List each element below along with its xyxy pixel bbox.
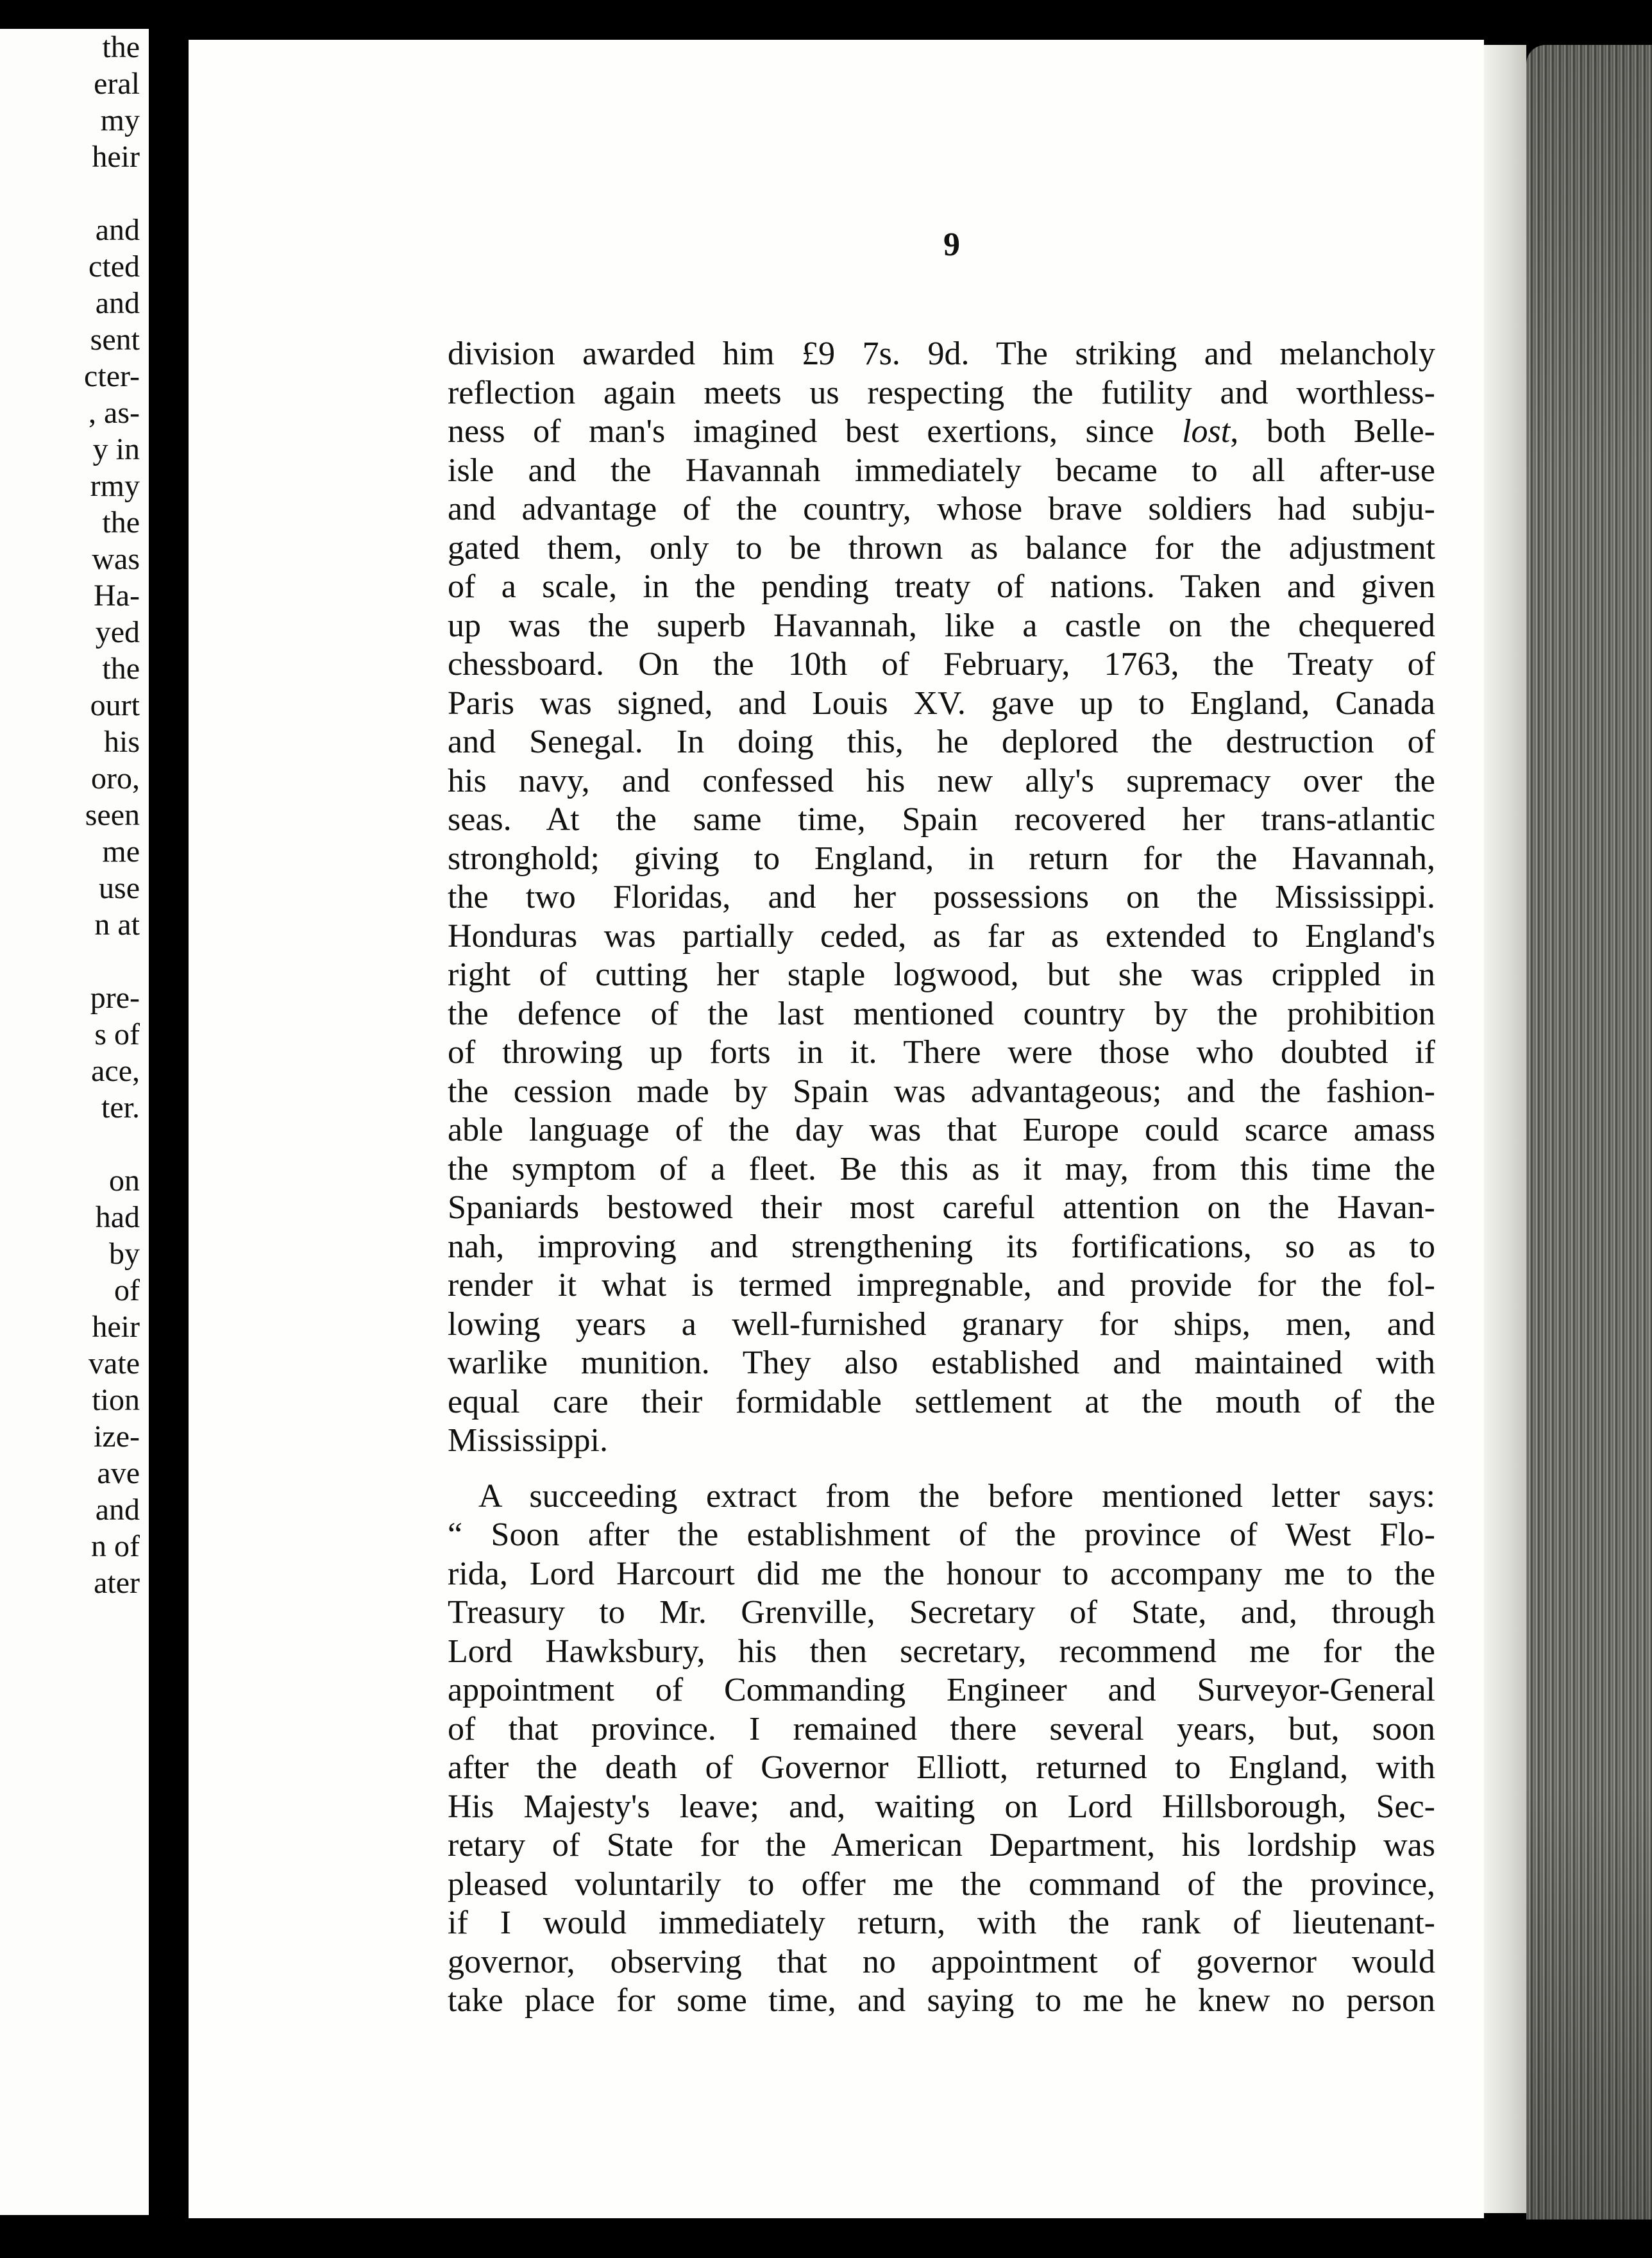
text-line: chessboard. On the 10th of February, 1763, the Treaty of: [448, 646, 1435, 683]
previous-page-line-fragment: his: [103, 725, 140, 759]
text-line: the cession made by Spain was advantageous; and the fashion-: [448, 1073, 1435, 1110]
previous-page-line-fragment: ater: [94, 1566, 140, 1600]
text-line: [448, 412, 1435, 452]
text-line: Mississippi.: [448, 1422, 608, 1459]
text-line: of throwing up forts in it. There were those who doubted if: [448, 1034, 1435, 1071]
previous-page-line-fragment: vate: [88, 1346, 140, 1380]
page-number: 9: [943, 226, 960, 263]
text-line: governor, observing that no appointment of governor would: [448, 1943, 1435, 1980]
previous-page-line-endings: [0, 29, 140, 1601]
previous-page-line-fragment: [0, 1126, 140, 1162]
previous-page-line-fragment: the: [102, 30, 140, 64]
text-line: “ Soon after the establishment of the province of West Flo-: [448, 1516, 1435, 1553]
previous-page-line-fragment: by: [109, 1237, 140, 1271]
previous-page-line-fragment: my: [100, 103, 140, 137]
text-line: rida, Lord Harcourt did me the honour to accompany me to the: [448, 1555, 1435, 1592]
text-line: of a scale, in the pending treaty of nations. Taken and given: [448, 568, 1435, 605]
text-line: lowing years a well-furnished granary for ships, men, and: [448, 1305, 1435, 1343]
text-line: and advantage of the country, whose brave soldiers had subju-: [448, 491, 1435, 527]
previous-page-line-fragment: and: [95, 213, 140, 247]
text-line: render it what is termed impregnable, and provide for the fol-: [448, 1267, 1435, 1303]
previous-page-line-fragment: cter-: [84, 359, 140, 393]
previous-page-line-fragment: ace,: [91, 1054, 140, 1088]
paragraph-gap: [448, 1461, 1435, 1477]
previous-page-line-fragment: [0, 175, 140, 212]
previous-page-line-fragment: heir: [92, 1310, 140, 1344]
previous-page-line-fragment: me: [102, 835, 140, 869]
previous-page-line-fragment: tion: [92, 1383, 140, 1417]
previous-page-line-fragment: and: [95, 1493, 140, 1527]
text-line: reflection again meets us respecting the futility and worthless-: [448, 374, 1435, 411]
previous-page-line-fragment: was: [92, 542, 140, 576]
previous-page-line-fragment: of: [114, 1273, 140, 1307]
text-segment: ness of man's imagined best exertions, since: [448, 413, 1154, 450]
previous-page-line-fragment: the: [102, 652, 140, 686]
previous-page-line-fragment: ave: [97, 1456, 140, 1490]
text-line: nah, improving and strengthening its fortifications, so as to: [448, 1228, 1435, 1265]
text-line: retary of State for the American Department, his lordship was: [448, 1827, 1435, 1863]
text-line: isle and the Havannah immediately became to all after-use: [448, 452, 1435, 489]
text-line: Spaniards bestowed their most careful attention on the Havan-: [448, 1189, 1435, 1226]
previous-page-line-fragment: rmy: [90, 469, 140, 503]
previous-page-line-fragment: heir: [92, 140, 140, 174]
previous-page-line-fragment: n of: [91, 1529, 140, 1563]
text-line: the defence of the last mentioned country by the prohibition: [448, 995, 1435, 1032]
page-text: [448, 335, 1435, 2021]
gutter: [149, 26, 189, 2220]
previous-page-line-fragment: use: [99, 871, 140, 905]
text-line: equal care their formidable settlement at the mouth of the: [448, 1383, 1435, 1420]
text-line: appointment of Commanding Engineer and Surveyor-General: [448, 1672, 1435, 1708]
book-fore-edge-shadow: [1526, 45, 1652, 2220]
previous-page-line-fragment: oro,: [91, 761, 140, 795]
text-line: pleased voluntarily to offer me the command of the province,: [448, 1865, 1435, 1903]
previous-page-line-fragment: Ha-: [94, 579, 140, 613]
previous-page-line-fragment: n at: [94, 908, 140, 942]
previous-page-line-fragment: , as-: [88, 396, 140, 430]
previous-page-line-fragment: eral: [94, 67, 140, 101]
previous-page-line-fragment: cted: [88, 250, 140, 284]
text-line: right of cutting her staple logwood, but she was crippled in: [448, 956, 1435, 993]
text-line: take place for some time, and saying to me he knew no person: [448, 1982, 1435, 2019]
text-line: of that province. I remained there several years, but, soon: [448, 1710, 1435, 1747]
text-line: able language of the day was that Europe could scarce amass: [448, 1112, 1435, 1148]
previous-page-line-fragment: had: [95, 1200, 140, 1234]
text-line: up was the superb Havannah, like a castle on the chequered: [448, 607, 1435, 644]
previous-page-line-fragment: on: [109, 1164, 140, 1198]
previous-page-line-fragment: ize-: [94, 1420, 140, 1454]
text-line: after the death of Governor Elliott, returned to England, with: [448, 1749, 1435, 1786]
text-segment: , both Belle-: [1230, 413, 1435, 450]
previous-page-line-fragment: ourt: [90, 688, 140, 722]
text-line: stronghold; giving to England, in return for the Havannah,: [448, 840, 1435, 877]
text-line: division awarded him £9 7s. 9d. The striking and melancholy: [448, 335, 1435, 372]
text-line: seas. At the same time, Spain recovered her trans-atlantic: [448, 801, 1435, 838]
paragraph-1: [448, 335, 1435, 1461]
previous-page-line-fragment: sent: [90, 323, 140, 357]
italic-word: lost: [1182, 413, 1231, 450]
previous-page-line-fragment: ter.: [101, 1091, 140, 1125]
text-line: Treasury to Mr. Grenville, Secretary of State, and, through: [448, 1594, 1435, 1631]
text-line: warlike munition. They also established and maintained with: [448, 1345, 1435, 1381]
previous-page-line-fragment: pre-: [90, 981, 140, 1015]
previous-page-line-fragment: yed: [95, 615, 140, 649]
text-line: and Senegal. In doing this, he deplored the destruction of: [448, 724, 1435, 760]
text-line: A succeeding extract from the before mentioned letter says:: [478, 1477, 1435, 1515]
text-line: Honduras was partially ceded, as far as extended to England's: [448, 917, 1435, 955]
previous-page-line-fragment: s of: [94, 1017, 140, 1051]
text-line: Lord Hawksbury, his then secretary, recommend me for the: [448, 1633, 1435, 1670]
previous-page-line-fragment: y in: [92, 432, 140, 466]
previous-page-line-fragment: seen: [85, 798, 140, 832]
previous-page-line-fragment: [0, 943, 140, 980]
paragraph-2: [448, 1477, 1435, 2021]
text-line: the symptom of a fleet. Be this as it may, from this time the: [448, 1150, 1435, 1187]
previous-page-fragment: [0, 29, 149, 2215]
previous-page-line-fragment: the: [102, 505, 140, 539]
text-line: His Majesty's leave; and, waiting on Lord Hillsborough, Sec-: [448, 1788, 1435, 1825]
previous-page-line-fragment: and: [95, 286, 140, 320]
text-line: Paris was signed, and Louis XV. gave up to England, Canada: [448, 684, 1435, 722]
text-line: gated them, only to be thrown as balance for the adjustment: [448, 529, 1435, 566]
text-line: his navy, and confessed his new ally's supremacy over the: [448, 762, 1435, 799]
text-line: the two Floridas, and her possessions on the Mississippi.: [448, 879, 1435, 915]
page-edge: [1484, 45, 1526, 2213]
text-line: if I would immediately return, with the rank of lieutenant-: [448, 1905, 1435, 1941]
book-page: [189, 40, 1484, 2218]
